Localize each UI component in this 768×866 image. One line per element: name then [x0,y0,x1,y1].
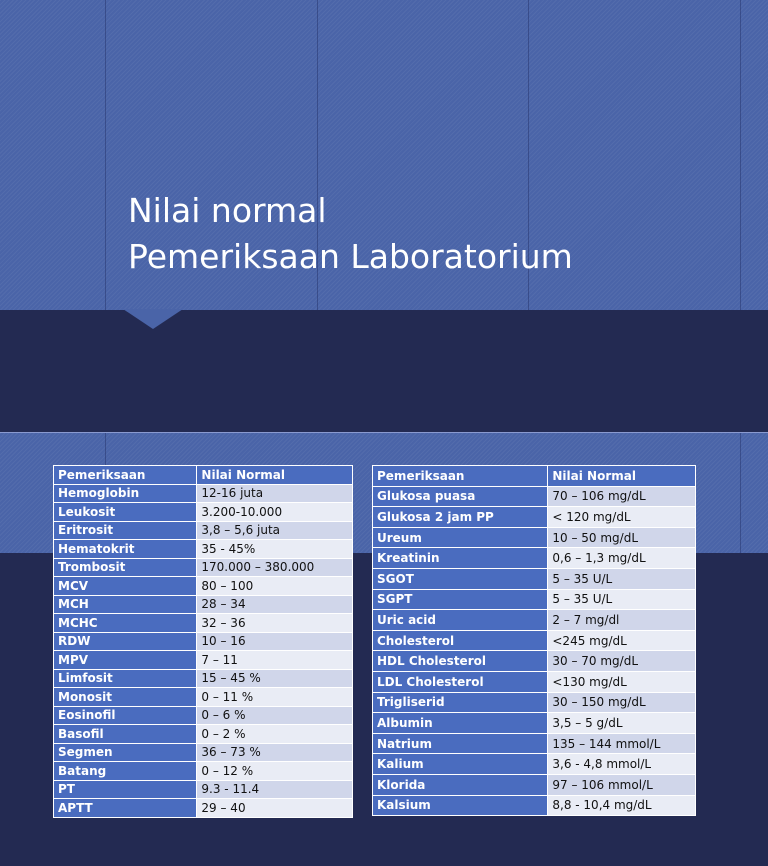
test-name-cell: Glukosa puasa [373,486,548,507]
table-row [373,774,696,795]
normal-value-cell: 12-16 juta [197,484,353,503]
test-name-cell: Batang [54,762,197,781]
table-row [54,780,353,799]
table-row [373,671,696,692]
table-row [54,688,353,707]
normal-value-cell: <130 mg/dL [548,671,696,692]
table-row [373,651,696,672]
table-row [373,713,696,734]
table-row [373,630,696,651]
header-stripe [740,0,741,310]
test-name-cell: MCHC [54,614,197,633]
table-row [54,558,353,577]
table-row [54,762,353,781]
table-row [54,614,353,633]
normal-value-cell: 70 – 106 mg/dL [548,486,696,507]
table-row [373,795,696,816]
table-row [54,669,353,688]
normal-value-cell: < 120 mg/dL [548,507,696,528]
slide-title [128,188,573,280]
test-name-cell: Glukosa 2 jam PP [373,507,548,528]
normal-value-cell: 97 – 106 mmol/L [548,774,696,795]
column-header-normal-value: Nilai Normal [197,466,353,485]
table-header-row [373,466,696,487]
normal-value-cell: 30 – 70 mg/dL [548,651,696,672]
test-name-cell: SGPT [373,589,548,610]
test-name-cell: Hemoglobin [54,484,197,503]
test-name-cell: Trombosit [54,558,197,577]
table-body [54,484,353,817]
normal-value-cell: 5 – 35 U/L [548,589,696,610]
normal-value-cell: 0 – 11 % [197,688,353,707]
test-name-cell: Trigliserid [373,692,548,713]
test-name-cell: MCH [54,595,197,614]
table-row [373,568,696,589]
normal-value-cell: 0,6 – 1,3 mg/dL [548,548,696,569]
test-name-cell: Cholesterol [373,630,548,651]
table-row [373,589,696,610]
normal-value-cell: 3,6 - 4,8 mmol/L [548,754,696,775]
table-row [373,486,696,507]
table-row [54,521,353,540]
normal-value-cell: 135 – 144 mmol/L [548,733,696,754]
normal-value-cell: 9.3 - 11.4 [197,780,353,799]
table-row [373,610,696,631]
test-name-cell: MPV [54,651,197,670]
header-stripe [105,0,106,310]
table-row [373,527,696,548]
table-row [54,484,353,503]
normal-value-cell: 5 – 35 U/L [548,568,696,589]
test-name-cell: Leukosit [54,503,197,522]
normal-value-cell: 10 – 16 [197,632,353,651]
test-name-cell: RDW [54,632,197,651]
test-name-cell: PT [54,780,197,799]
normal-value-cell: 35 - 45% [197,540,353,559]
test-name-cell: Natrium [373,733,548,754]
test-name-cell: LDL Cholesterol [373,671,548,692]
test-name-cell: Kreatinin [373,548,548,569]
table-row [54,725,353,744]
test-name-cell: MCV [54,577,197,596]
table-header-row [54,466,353,485]
test-name-cell: Kalsium [373,795,548,816]
normal-value-cell: 10 – 50 mg/dL [548,527,696,548]
table-row [373,548,696,569]
normal-value-cell: 30 – 150 mg/dL [548,692,696,713]
normal-value-cell: 32 – 36 [197,614,353,633]
table-body [373,486,696,816]
test-name-cell: Segmen [54,743,197,762]
table-row [373,733,696,754]
normal-value-cell: <245 mg/dL [548,630,696,651]
normal-value-cell: 3.200-10.000 [197,503,353,522]
test-name-cell: Basofil [54,725,197,744]
band-stripe [740,433,741,553]
test-name-cell: Ureum [373,527,548,548]
table-row [54,503,353,522]
column-header-test: Pemeriksaan [54,466,197,485]
normal-value-cell: 0 – 2 % [197,725,353,744]
test-name-cell: Kalium [373,754,548,775]
slide-title-line-1: Nilai normal [128,191,327,230]
lab-table-hematology [53,465,353,818]
table-row [54,632,353,651]
normal-value-cell: 0 – 6 % [197,706,353,725]
normal-value-cell: 0 – 12 % [197,762,353,781]
test-name-cell: APTT [54,799,197,818]
table-row [54,706,353,725]
normal-value-cell: 15 – 45 % [197,669,353,688]
normal-value-cell: 36 – 73 % [197,743,353,762]
normal-value-cell: 170.000 – 380.000 [197,558,353,577]
column-header-normal-value: Nilai Normal [548,466,696,487]
normal-value-cell: 80 – 100 [197,577,353,596]
lab-table-chemistry [372,465,696,816]
normal-value-cell: 28 – 34 [197,595,353,614]
test-name-cell: Klorida [373,774,548,795]
test-name-cell: Uric acid [373,610,548,631]
test-name-cell: Monosit [54,688,197,707]
test-name-cell: HDL Cholesterol [373,651,548,672]
slide-title-line-2: Pemeriksaan Laboratorium [128,237,573,276]
table-row [54,743,353,762]
column-header-test: Pemeriksaan [373,466,548,487]
table-row [373,507,696,528]
table-row [373,692,696,713]
normal-value-cell: 2 – 7 mg/dl [548,610,696,631]
header-notch [123,309,183,329]
normal-value-cell: 3,8 – 5,6 juta [197,521,353,540]
test-name-cell: SGOT [373,568,548,589]
table-row [54,651,353,670]
normal-value-cell: 29 – 40 [197,799,353,818]
normal-value-cell: 8,8 - 10,4 mg/dL [548,795,696,816]
test-name-cell: Eritrosit [54,521,197,540]
test-name-cell: Albumin [373,713,548,734]
table-row [54,799,353,818]
test-name-cell: Limfosit [54,669,197,688]
test-name-cell: Eosinofil [54,706,197,725]
test-name-cell: Hematokrit [54,540,197,559]
table-row [54,540,353,559]
table-row [54,595,353,614]
table-row [373,754,696,775]
normal-value-cell: 3,5 – 5 g/dL [548,713,696,734]
table-row [54,577,353,596]
normal-value-cell: 7 – 11 [197,651,353,670]
